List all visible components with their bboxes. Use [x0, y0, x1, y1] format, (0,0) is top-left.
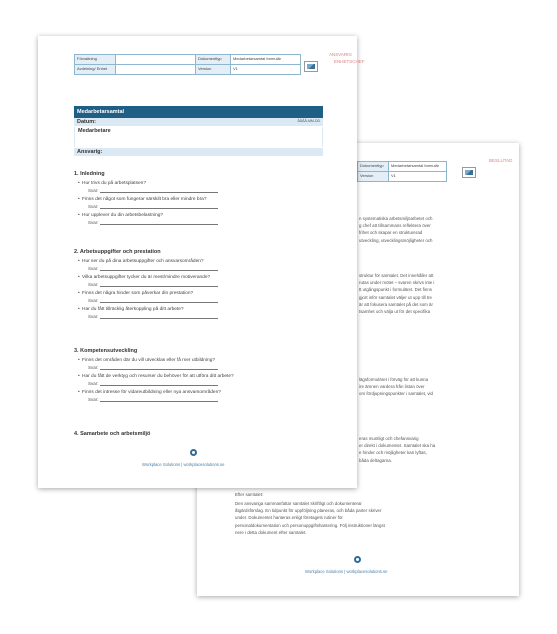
answer-label: Svar:	[88, 188, 99, 193]
back-text-line: e hinder och möjligheter kan lyftas,	[359, 450, 427, 456]
back-red-label: BESLUTAD	[489, 158, 513, 163]
back-text-line: er direkt i dokumentet. Samtalet ska ha	[359, 443, 436, 449]
section-title: 2. Arbetsuppgifter och prestation	[74, 249, 161, 255]
back-text-line: g chef att tillsammans reflektera över	[359, 223, 431, 229]
answer-field[interactable]	[100, 266, 218, 271]
answer-label: Svar:	[88, 282, 99, 287]
back-header-table	[357, 161, 447, 182]
answer-label: Svar:	[88, 298, 99, 303]
answer-field[interactable]	[100, 381, 218, 386]
header-avdelning-value	[116, 65, 196, 75]
answer-label: Svar:	[88, 314, 99, 319]
answer-label: Svar:	[88, 365, 99, 370]
front-red-label-2: ENHETSCHEF	[334, 59, 365, 64]
answer-label: Svar:	[88, 204, 99, 209]
question: • Hur upplever du din arbetsbelastning?	[82, 213, 163, 218]
answer-label: Svar:	[88, 397, 99, 402]
section-title: 3. Kompetensutveckling	[74, 348, 138, 354]
back-text-line: åtgärdsförslag. En tidpunkt för uppföljning planeras, och båda parter skriver	[235, 508, 382, 514]
answer-line[interactable]	[88, 365, 218, 370]
header-avdelning: Avdelning/ Enhet	[75, 65, 116, 75]
front-footer: Workplace Solutions | workplacesolutions.se	[142, 462, 225, 467]
answer-field[interactable]	[100, 397, 218, 402]
back-text-line: Den ansvariga sammanfattar samtalet skriftligt och dokumenterar	[235, 501, 362, 506]
section-title: 4. Samarbete och arbetsmiljö	[74, 431, 151, 437]
answer-line[interactable]	[88, 188, 218, 193]
back-text-line: tt utgångspunkt i formuläret. Det finns	[359, 287, 432, 293]
back-text-line: om fördjupningspunkter i samtalet, vid	[359, 391, 433, 397]
section-title: 1. Inledning	[74, 171, 105, 177]
medarbetare-row	[74, 127, 323, 147]
back-footer: Workplace Solutions | workplacesolutions.se	[305, 569, 388, 574]
front-red-label-1: ANSVARIG	[329, 52, 352, 57]
datum-row	[74, 118, 323, 126]
answer-label: Svar:	[88, 220, 99, 225]
back-text-line: n systematiska arbetsmiljöarbetet och	[359, 216, 433, 221]
back-text-line: personaldokumentation och personuppgiftshantering. Följ instruktioner längst	[235, 522, 385, 528]
ansvarig-row	[74, 148, 323, 156]
ansvarig-label: Ansvarig:	[77, 149, 103, 155]
answer-field[interactable]	[100, 282, 218, 287]
answer-line[interactable]	[88, 204, 218, 209]
footer-logo-icon	[354, 556, 361, 563]
answer-field[interactable]	[100, 298, 218, 303]
answer-line[interactable]	[88, 314, 218, 319]
back-text-line: lägsformuläret i förväg för att kunna	[359, 377, 429, 382]
back-text-line: är att fokusera samtalet på det som är	[359, 301, 433, 307]
question: • Finns det något som fungerar särskilt bra eller mindre bra?	[82, 197, 207, 202]
back-text-line: rutas under mötet – svaren skrivs inte i	[359, 280, 435, 286]
answer-line[interactable]	[88, 282, 218, 287]
back-header-doctype-value: Medarbetarsamtal formulär	[389, 162, 447, 172]
footer-logo-icon	[190, 449, 197, 456]
answer-line[interactable]	[88, 266, 218, 271]
question: • Finns det intresse för vidareutbildning eller nya ansvarsområden?	[82, 390, 221, 395]
answer-field[interactable]	[100, 365, 218, 370]
header-forvaltning-value	[116, 55, 196, 65]
header-image-icon	[304, 61, 318, 72]
front-page	[38, 36, 365, 488]
back-header-doctype-label: Dokumenttyp	[358, 162, 389, 172]
question: • Har du fått de verktyg och resurser du behöver för att utföra ditt arbete?	[82, 374, 234, 379]
back-text-line: båda deltagarna.	[359, 457, 392, 463]
back-text-line: gjort inför samtalet väljer ut upp till tre	[359, 294, 432, 300]
header-image-icon	[462, 167, 476, 178]
header-doctype-value: Medarbetarsamtal formulär	[231, 55, 301, 65]
back-text-line: frihet och skapar en strukturerad	[359, 230, 423, 236]
answer-field[interactable]	[100, 314, 218, 319]
back-text-line: utveckling, utvecklingsmöjligheter och	[359, 237, 433, 243]
answer-line[interactable]	[88, 298, 218, 303]
form-title: Medarbetarsamtal	[74, 106, 323, 118]
back-header-version-label: Version	[358, 172, 389, 182]
question: • Finns det några hinder som påverkar din prestation?	[82, 291, 193, 296]
answer-label: Svar:	[88, 266, 99, 271]
answer-field[interactable]	[100, 188, 218, 193]
answer-line[interactable]	[88, 381, 218, 386]
answer-line[interactable]	[88, 397, 218, 402]
header-forvaltning: Förvaltning	[75, 55, 116, 65]
header-doctype-label: Dokumenttyp	[196, 55, 231, 65]
question: • Vilka arbetsuppgifter tycker du är mest/mindre motiverande?	[82, 275, 210, 280]
question: • Hur ser du på dina arbetsuppgifter och ansvarsområden?	[82, 259, 204, 264]
datum-label: Datum:	[77, 119, 96, 125]
datum-value: ÅÅÅÅ-MM-DD	[297, 119, 320, 123]
question: • Har du fått tillräcklig återkoppling på ditt arbete?	[82, 307, 184, 312]
back-text-line: nere i detta dokument efter samtalet.	[235, 529, 307, 535]
back-text-line: ire ämnen vardera från listan över	[359, 384, 425, 390]
question: • Finns det områden där du vill utvecklas eller få mer utbildning?	[82, 358, 215, 363]
front-header-table	[74, 54, 301, 75]
back-text-line: eras muntligt och chefansvarig	[359, 436, 419, 441]
answer-field[interactable]	[100, 204, 218, 209]
header-version-label: Version	[196, 65, 231, 75]
back-after-heading: Efter samtalet:	[235, 492, 264, 497]
question: • Hur trivs du på arbetsplatsen?	[82, 181, 146, 186]
back-text-line: under. Dokumentet hanteras enligt företagets rutiner för	[235, 515, 343, 521]
back-header-version-value: V1	[389, 172, 447, 182]
back-text-line: tsamhet och välja ut för det specifika	[359, 309, 431, 314]
back-text-line: struktur för samtalet. Det innehåller att	[359, 273, 434, 278]
answer-line[interactable]	[88, 220, 218, 225]
medarbetare-label: Medarbetare	[78, 128, 111, 134]
header-version-value: V1	[231, 65, 301, 75]
answer-label: Svar:	[88, 381, 99, 386]
answer-field[interactable]	[100, 220, 218, 225]
